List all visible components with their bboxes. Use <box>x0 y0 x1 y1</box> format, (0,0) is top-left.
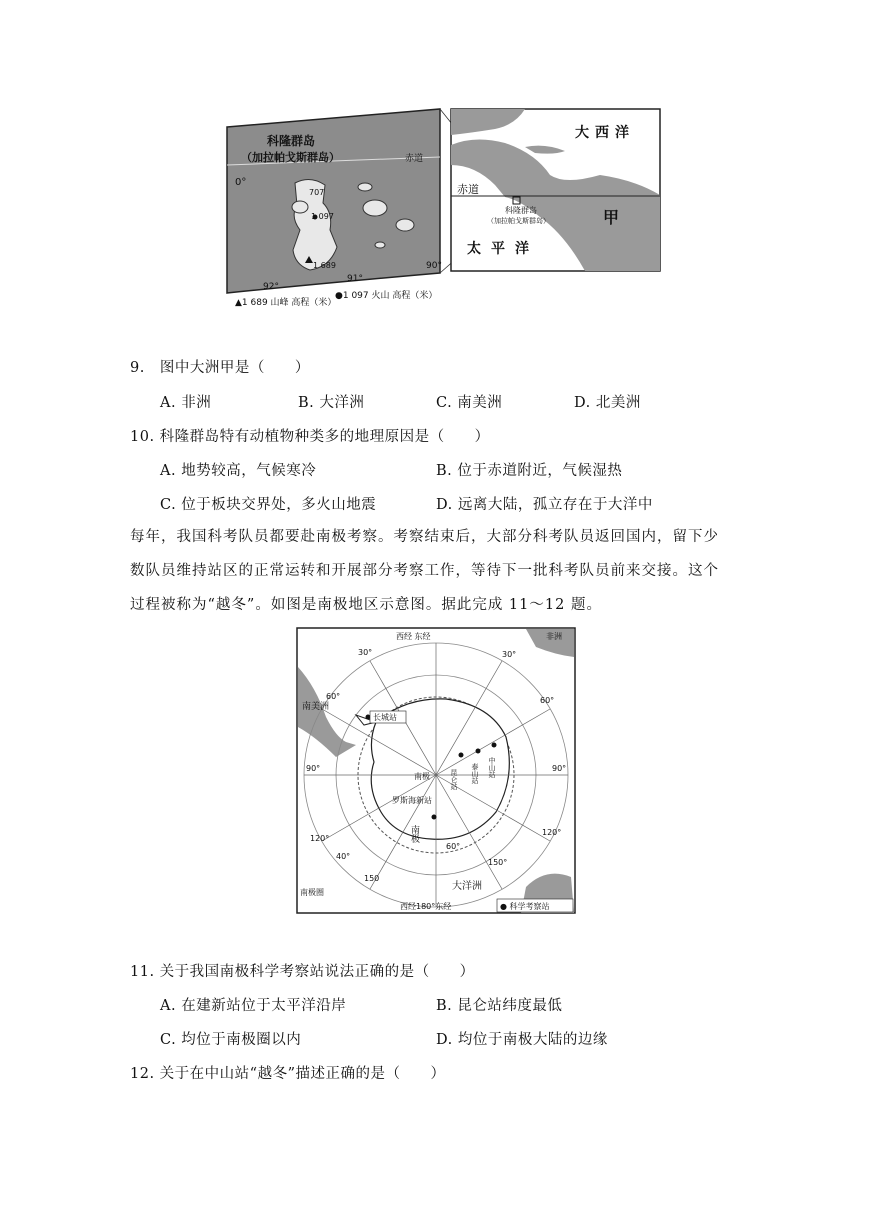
rossea-station <box>432 815 437 820</box>
q11-option-a: A. 在建新站位于太平洋沿岸 <box>160 998 347 1014</box>
figure-galapagos <box>205 105 675 310</box>
elev-1097: 1 097 <box>311 212 334 221</box>
galapagos-map <box>205 105 675 310</box>
legend-peak: ▲1 689 山峰 高程（米） <box>235 298 337 308</box>
top-lon-label: 西经 东经 <box>396 632 431 641</box>
kunlun-station <box>459 753 464 758</box>
lat-zero-label: 0° <box>235 177 247 188</box>
lat-60-label: 60° <box>446 842 461 851</box>
elev-707: 707 <box>309 188 325 197</box>
atlantic-label: 大西洋 <box>575 125 635 141</box>
lat-40-label: 40° <box>336 852 351 861</box>
santa-cruz-island <box>363 200 387 216</box>
left-title-1: 科隆群岛 <box>267 134 316 148</box>
lon-90-label: 90° <box>426 261 442 271</box>
deg-120e: 120° <box>542 828 562 837</box>
africa-label: 非洲 <box>546 632 562 641</box>
q11-option-b: B. 昆仑站纬度最低 <box>436 998 563 1014</box>
san-cristobal-island <box>396 219 414 231</box>
antarctic-circle-label: 南极圈 <box>300 888 324 897</box>
bottom-lon-label: 西经180°东经 <box>400 902 452 911</box>
q10-stem: 10. 科隆群岛特有动植物种类多的地理原因是（ ） <box>130 429 490 445</box>
q10-option-c: C. 位于板块交界处，多火山地震 <box>160 497 377 513</box>
deg-120w: 120° <box>310 834 330 843</box>
ocean-label: 南极 <box>409 825 419 843</box>
zhongshan-label: 中山站 <box>488 757 496 778</box>
antarctica-map <box>296 627 576 914</box>
q9-stem: 9. 图中大洲甲是（ ） <box>130 360 310 376</box>
q11-option-c: C. 均位于南极圈以内 <box>160 1032 302 1048</box>
deg-90e: 90° <box>552 764 567 773</box>
right-islands-label-1: 科隆群岛 <box>505 206 537 215</box>
deg-150w: 150 <box>364 874 380 883</box>
deg-90w: 90° <box>306 764 321 773</box>
legend-volcano: ●1 097 火山 高程（米） <box>335 291 438 301</box>
santiago-island <box>358 183 372 191</box>
q11-option-d: D. 均位于南极大陆的边缘 <box>436 1032 608 1048</box>
continent-jia-label: 甲 <box>603 208 620 227</box>
elev-1689: 1 689 <box>313 261 336 270</box>
south-america-label: 南美洲 <box>302 702 330 712</box>
south-pole-label: 南极 <box>414 772 430 781</box>
pacific-label-2: 大洋洲 <box>452 881 482 892</box>
figure-antarctica <box>296 627 576 914</box>
q10-option-d: D. 远离大陆，孤立存在于大洋中 <box>436 497 653 513</box>
deg-30e: 30° <box>502 650 517 659</box>
right-equator-label: 赤道 <box>457 183 479 196</box>
kunlun-label: 昆仑站 <box>450 769 458 790</box>
floreana-island <box>375 242 385 248</box>
q12-stem: 12. 关于在中山站“越冬”描述正确的是（ ） <box>130 1066 446 1082</box>
taishan-station <box>476 749 481 754</box>
passage-text: 每年，我国科考队员都要赴南极考察。考察结束后，大部分科考队员返回国内，留下少数队员维持站区的正常运转和开展部分考察工作，等待下一批科考队员前来交接。这个过程被称为“越冬”。如图是南极地区示意图。据此完成 11～12 题。 <box>130 529 719 613</box>
fernandina-island <box>292 201 308 213</box>
deg-60w: 60° <box>326 692 341 701</box>
left-title-2: （加拉帕戈斯群岛） <box>241 151 340 164</box>
lon-92-label: 92° <box>263 282 279 292</box>
q11-stem: 11. 关于我国南极科学考察站说法正确的是（ ） <box>130 964 475 980</box>
left-equator-label: 赤道 <box>405 154 424 164</box>
q9-option-d: D. 北美洲 <box>574 395 641 411</box>
q10-option-a: A. 地势较高，气候寒冷 <box>160 463 317 479</box>
rossea-label: 罗斯海新站 <box>392 796 432 805</box>
great-wall-label: 长城站 <box>373 713 397 722</box>
legend-station: ● 科学考察站 <box>500 902 550 911</box>
q9-option-b: B. 大洋洲 <box>298 395 365 411</box>
q9-option-c: C. 南美洲 <box>436 395 503 411</box>
lon-91-label: 91° <box>347 274 363 284</box>
zhongshan-station <box>492 743 497 748</box>
taishan-label: 泰山站 <box>471 763 479 784</box>
deg-150e: 150° <box>488 858 508 867</box>
deg-60e: 60° <box>540 696 555 705</box>
q10-option-b: B. 位于赤道附近，气候湿热 <box>436 463 623 479</box>
right-islands-label-2: （加拉帕戈斯群岛） <box>487 217 550 225</box>
pacific-label: 太平洋 <box>467 241 539 257</box>
q9-option-a: A. 非洲 <box>160 395 212 411</box>
deg-30w: 30° <box>358 648 373 657</box>
